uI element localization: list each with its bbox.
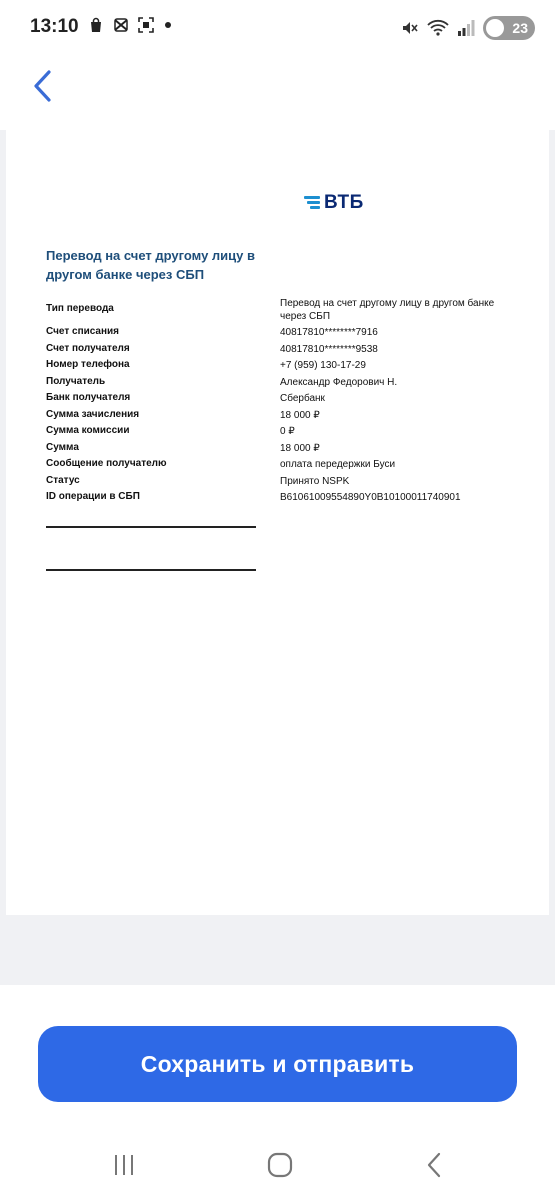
detail-label: Счет получателя <box>46 342 130 354</box>
detail-label: ID операции в СБП <box>46 491 140 502</box>
recent-apps-icon <box>112 1153 136 1177</box>
receipt-title: Перевод на счет другому лицу в другом банке через СБП <box>46 248 255 282</box>
back-button[interactable] <box>22 66 62 106</box>
detail-label: Получатель <box>46 375 106 387</box>
detail-row-debit-account <box>46 324 536 341</box>
detail-value: 18 000 ₽ <box>280 409 320 421</box>
home-button[interactable] <box>260 1150 300 1180</box>
status-bar <box>0 0 555 58</box>
battery-indicator <box>483 16 535 40</box>
detail-value: 18 000 ₽ <box>280 442 320 454</box>
vtb-logo-text: ВТБ <box>324 192 364 213</box>
detail-value: Александр Федорович Н. <box>280 376 398 388</box>
detail-value: 40817810********7916 <box>280 327 378 338</box>
detail-value: Сбербанк <box>280 393 325 404</box>
receipt-document <box>6 130 549 915</box>
battery-level: 23 <box>512 20 528 36</box>
detail-row-commission <box>46 423 536 440</box>
detail-row-recipient-account <box>46 341 536 358</box>
detail-value: оплата передержки Буси <box>280 459 396 470</box>
receipt-details <box>46 294 536 506</box>
document-preview-area[interactable] <box>0 130 555 985</box>
detail-value: 40817810********9538 <box>280 343 378 355</box>
home-icon <box>267 1152 293 1178</box>
detail-label: Тип перевода <box>46 302 114 314</box>
detail-value: Принято NSPK <box>280 475 350 487</box>
signature-line <box>46 526 256 528</box>
vtb-logo <box>304 192 364 214</box>
detail-value: 0 ₽ <box>280 426 295 437</box>
status-notification-icons <box>88 17 171 33</box>
detail-label: Банк получателя <box>46 392 131 403</box>
nav-back-button[interactable] <box>414 1150 454 1180</box>
mute-icon <box>401 19 419 37</box>
detail-row-message <box>46 456 536 473</box>
status-system-icons <box>401 16 535 40</box>
detail-row-transfer-type <box>46 294 536 324</box>
signal-icon <box>457 19 475 37</box>
chevron-left-icon <box>31 69 53 103</box>
detail-value: B61061009554890Y0B10100011740901 <box>280 492 461 503</box>
detail-label: Сумма <box>46 441 79 453</box>
detail-label: Сумма зачисления <box>46 408 140 420</box>
detail-label: Статус <box>46 474 80 486</box>
detail-row-recipient-bank <box>46 390 536 407</box>
more-notifications-dot <box>165 22 171 28</box>
save-and-send-button[interactable]: Сохранить и отправить <box>38 1026 517 1102</box>
battery-charging-icon <box>486 19 504 37</box>
system-navigation-bar <box>0 1130 555 1200</box>
detail-value: +7 (959) 130-17-29 <box>280 360 366 371</box>
detail-row-phone <box>46 357 536 374</box>
detail-row-status <box>46 473 536 490</box>
detail-label: Сообщение получателю <box>46 458 167 469</box>
signature-line <box>46 569 256 571</box>
detail-label: Счет списания <box>46 326 120 337</box>
shopping-bag-icon <box>88 17 104 33</box>
detail-label: Номер телефона <box>46 359 130 370</box>
nav-back-icon <box>426 1152 442 1178</box>
vtb-logo-stripes <box>304 196 320 210</box>
capcut-icon <box>113 17 129 33</box>
recent-apps-button[interactable] <box>104 1150 144 1180</box>
detail-row-sbp-operation-id <box>46 489 536 506</box>
detail-value: Перевод на счет другому лицу в другом банке через СБП <box>280 298 495 322</box>
wifi-icon <box>427 19 449 37</box>
screenshot-icon <box>138 17 154 33</box>
detail-label: Сумма комиссии <box>46 425 130 436</box>
detail-row-credited-amount <box>46 407 536 424</box>
detail-row-recipient <box>46 374 536 391</box>
detail-row-amount <box>46 440 536 457</box>
status-time: 13:10 <box>30 16 79 37</box>
